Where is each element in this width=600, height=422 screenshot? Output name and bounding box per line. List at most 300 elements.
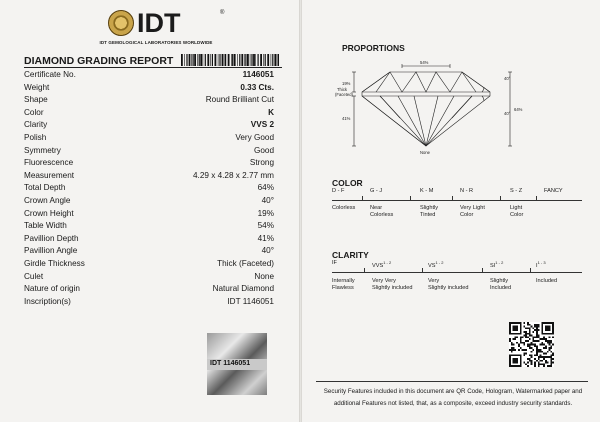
qr-module (531, 335, 533, 337)
qr-module (527, 333, 529, 335)
field-label: Shape (24, 95, 48, 105)
field-row (24, 234, 274, 247)
brand-name: IDT (137, 8, 181, 38)
color-description: Light Color (510, 205, 524, 218)
qr-module (549, 356, 551, 358)
clarity-grade-range: 1 - 2 (435, 260, 444, 265)
color-grade: N - R (460, 188, 474, 194)
security-note: Security Features included in this document are QR Code, Hologram, Watermarked paper and additional Features not listed, that, as a composite, exceed industry security standards. (323, 388, 583, 407)
qr-module (536, 326, 538, 328)
qr-module (513, 344, 515, 346)
clarity-description: Slightly Included (490, 278, 512, 291)
qr-module (536, 354, 538, 356)
qr-finder (513, 358, 518, 363)
qr-module (527, 362, 529, 364)
qr-module (536, 347, 538, 349)
qr-module (516, 342, 518, 344)
field-label: Crown Angle (24, 195, 71, 205)
barcode-bar (203, 54, 204, 66)
inscription-photo-text: IDT 1146051 (210, 360, 251, 367)
clarity-scale-rule (332, 272, 582, 273)
barcode-bar (265, 54, 266, 66)
barcode-bar (250, 54, 251, 66)
color-scale-rule (332, 200, 582, 201)
qr-module (543, 347, 545, 349)
field-row (24, 171, 274, 184)
scale-tick (500, 196, 501, 201)
qr-module (513, 338, 515, 340)
qr-module (525, 349, 527, 351)
qr-module (523, 331, 525, 333)
qr-module (529, 327, 531, 329)
qr-module (518, 344, 520, 346)
pavilion-depth-label: 41% (342, 116, 351, 121)
barcode-bar (239, 54, 240, 66)
qr-module (525, 353, 527, 355)
pavilion-angle-label: 40° (504, 111, 511, 116)
field-row (24, 246, 274, 259)
qr-module (549, 347, 551, 349)
field-row (24, 209, 274, 222)
qr-module (543, 356, 545, 358)
clarity-grade-base: VS (428, 262, 436, 269)
clarity-description: Internally Flawless (332, 278, 355, 291)
barcode-bar (219, 54, 220, 66)
qr-module (514, 336, 516, 338)
barcode-bar (251, 54, 252, 66)
girdle-label-1: Thick (337, 87, 348, 92)
qr-module (550, 360, 552, 362)
scale-tick (422, 268, 423, 273)
field-label: Certificate No. (24, 70, 76, 79)
qr-module (527, 336, 529, 338)
qr-module (550, 356, 552, 358)
qr-module (538, 358, 540, 360)
crown-angle-label: 40° (504, 76, 511, 81)
scale-tick (364, 268, 365, 273)
qr-finder (545, 326, 550, 331)
qr-module (534, 336, 536, 338)
qr-module (527, 327, 529, 329)
qr-module (550, 358, 552, 360)
qr-module (545, 338, 547, 340)
field-label: Pavillion Angle (24, 246, 78, 256)
center-fold (299, 0, 302, 422)
color-grade: D - F (332, 188, 345, 194)
field-label: Polish (24, 132, 47, 142)
barcode-bar (244, 54, 245, 66)
qr-module (536, 351, 538, 353)
field-label: Weight (24, 82, 50, 92)
qr-module (550, 363, 552, 365)
qr-module (536, 327, 538, 329)
barcode-bar (225, 54, 226, 66)
field-value: 54% (257, 221, 274, 231)
field-label: Clarity (24, 120, 48, 130)
field-row (24, 146, 274, 159)
field-value: VVS 2 (250, 120, 274, 130)
qr-module (536, 335, 538, 337)
qr-module (527, 358, 529, 360)
qr-module (534, 365, 536, 367)
color-description: Slightly Tinted (420, 205, 439, 218)
qr-module (541, 342, 543, 344)
qr-module (541, 344, 543, 346)
qr-module (536, 331, 538, 333)
field-value: Very Good (235, 132, 274, 142)
qr-module (545, 353, 547, 355)
qr-module (550, 354, 552, 356)
qr-module (540, 360, 542, 362)
qr-module (543, 353, 545, 355)
qr-module (527, 345, 529, 347)
qr-module (538, 326, 540, 328)
qr-module (538, 335, 540, 337)
field-value: 40° (261, 195, 274, 205)
field-label: Culet (24, 271, 44, 281)
qr-module (532, 331, 534, 333)
qr-module (523, 335, 525, 337)
qr-module (529, 335, 531, 337)
qr-module (527, 344, 529, 346)
barcode-bar (274, 54, 276, 66)
qr-module (513, 347, 515, 349)
qr-module (514, 349, 516, 351)
field-value: 0.33 Cts. (240, 82, 274, 92)
barcode-bar (241, 54, 243, 66)
barcode-bar (181, 54, 183, 66)
qr-module (547, 351, 549, 353)
field-row (24, 183, 274, 196)
field-value: 64% (257, 183, 274, 193)
barcode-bar (207, 54, 209, 66)
color-description: Colorless (332, 205, 356, 211)
barcode-bar (232, 54, 233, 66)
qr-module (536, 340, 538, 342)
qr-module (514, 338, 516, 340)
qr-module (540, 363, 542, 365)
qr-module (538, 329, 540, 331)
qr-module (534, 345, 536, 347)
qr-module (523, 349, 525, 351)
barcode-bar (234, 54, 236, 66)
field-value: 1146051 (242, 70, 274, 79)
color-grade: FANCY (544, 188, 563, 194)
barcode-bar (253, 54, 255, 66)
barcode-bar (199, 54, 200, 66)
clarity-grade (332, 260, 337, 267)
qr-module (534, 354, 536, 356)
qr-module (547, 340, 549, 342)
qr-module (523, 354, 525, 356)
barcode-bar (186, 54, 187, 66)
field-label: Nature of origin (24, 284, 80, 294)
qr-module (522, 336, 524, 338)
field-label: Crown Height (24, 208, 74, 218)
qr-module (545, 345, 547, 347)
barcode-bar (184, 54, 185, 66)
field-value: None (254, 271, 274, 281)
field-row (24, 221, 274, 234)
qr-module (538, 349, 540, 351)
clarity-grade-base: IF (332, 260, 337, 266)
diamond-outline (362, 72, 490, 146)
idt-logo (108, 10, 228, 38)
clarity-grade (536, 260, 546, 270)
scale-tick (410, 196, 411, 201)
qr-module (509, 349, 511, 351)
qr-module (532, 327, 534, 329)
field-label: Pavillion Depth (24, 233, 79, 243)
field-value: Natural Diamond (212, 284, 274, 294)
qr-module (529, 331, 531, 333)
field-value: 40° (261, 246, 274, 256)
seal-icon (108, 10, 134, 36)
color-grade: S - Z (510, 188, 523, 194)
clarity-scale (332, 260, 582, 300)
qr-module (543, 338, 545, 340)
field-row (24, 259, 274, 272)
clarity-grade (490, 260, 503, 270)
barcode-bar (272, 54, 273, 66)
barcode-bar (247, 54, 249, 66)
report-title: DIAMOND GRADING REPORT (24, 55, 174, 67)
qr-module (538, 363, 540, 365)
qr-module (522, 349, 524, 351)
qr-module (552, 344, 554, 346)
barcode-bar (231, 54, 232, 66)
qr-module (523, 353, 525, 355)
barcode-bar (271, 54, 272, 66)
brand-subtitle: IDT GEMOLOGICAL LABORATORIES WORLDWIDE (99, 40, 213, 45)
field-row (24, 196, 274, 209)
qr-module (536, 360, 538, 362)
qr-module (520, 336, 522, 338)
color-scale (332, 188, 582, 228)
barcode-bar (278, 54, 279, 66)
grading-fields (24, 70, 274, 309)
clarity-description: Very Slightly included (428, 278, 469, 291)
field-value: IDT 1146051 (227, 296, 274, 306)
qr-module (525, 363, 527, 365)
qr-module (523, 322, 525, 324)
qr-module (540, 354, 542, 356)
qr-module (529, 345, 531, 347)
qr-module (525, 335, 527, 337)
qr-module (549, 344, 551, 346)
qr-module (543, 365, 545, 367)
qr-module (550, 365, 552, 367)
field-value: K (268, 107, 274, 117)
qr-module (545, 362, 547, 364)
qr-module (536, 336, 538, 338)
barcode-bar (267, 54, 269, 66)
qr-module (538, 324, 540, 326)
qr-module (529, 333, 531, 335)
qr-module (511, 349, 513, 351)
qr-module (525, 336, 527, 338)
clarity-grade (428, 260, 443, 270)
barcode-bar (200, 54, 202, 66)
field-value: Strong (249, 158, 274, 168)
qr-module (531, 326, 533, 328)
barcode-bar (228, 54, 230, 66)
qr-module (523, 344, 525, 346)
barcode-bar (193, 54, 194, 66)
title-divider (24, 67, 282, 68)
clarity-description: Included (536, 278, 558, 284)
clarity-grade-range: 1 - 2 (383, 260, 392, 265)
qr-module (529, 329, 531, 331)
qr-module (552, 353, 554, 355)
scale-tick (362, 196, 363, 201)
qr-module (531, 347, 533, 349)
qr-module (518, 349, 520, 351)
barcode-icon (181, 54, 278, 66)
qr-module (532, 338, 534, 340)
table-width-label: 54% (420, 60, 429, 65)
qr-module (527, 324, 529, 326)
qr-module (550, 351, 552, 353)
qr-module (534, 363, 536, 365)
color-description: Very Light Color (460, 205, 485, 218)
qr-module (536, 333, 538, 335)
qr-module (541, 360, 543, 362)
qr-module (547, 362, 549, 364)
qr-module (550, 340, 552, 342)
field-row (24, 70, 274, 83)
field-row (24, 95, 274, 108)
qr-module (536, 345, 538, 347)
qr-module (527, 365, 529, 367)
qr-module (547, 365, 549, 367)
field-value: Thick (Faceted) (217, 258, 274, 268)
qr-module (552, 336, 554, 338)
registered-mark: ® (220, 10, 225, 16)
qr-module (543, 363, 545, 365)
qr-module (516, 336, 518, 338)
qr-module (511, 342, 513, 344)
qr-module (532, 336, 534, 338)
qr-module (511, 347, 513, 349)
clarity-grade (372, 260, 391, 270)
qr-module (538, 356, 540, 358)
barcode-bar (260, 54, 262, 66)
qr-module (520, 338, 522, 340)
qr-module (529, 360, 531, 362)
field-label: Measurement (24, 170, 75, 180)
color-grade: G - J (370, 188, 383, 194)
qr-module (534, 358, 536, 360)
girdle-label-2: (Faceted) (335, 92, 353, 97)
qr-module (541, 351, 543, 353)
qr-module (534, 344, 536, 346)
qr-code-icon[interactable] (509, 322, 554, 367)
field-value: 4.29 x 4.28 x 2.77 mm (192, 170, 274, 180)
qr-module (550, 342, 552, 344)
barcode-bar (277, 54, 278, 66)
proportions-title: PROPORTIONS (342, 43, 405, 53)
field-row (24, 297, 274, 310)
qr-module (520, 340, 522, 342)
field-value: Round Brilliant Cut (205, 95, 274, 105)
qr-module (532, 340, 534, 342)
clarity-grade-base: VVS (372, 262, 384, 269)
qr-module (525, 333, 527, 335)
qr-module (534, 329, 536, 331)
qr-module (529, 338, 531, 340)
qr-module (543, 344, 545, 346)
qr-module (536, 349, 538, 351)
diamond-proportions-diagram (335, 58, 530, 162)
qr-module (534, 324, 536, 326)
qr-module (529, 347, 531, 349)
field-row (24, 284, 274, 297)
qr-module (534, 326, 536, 328)
qr-module (552, 358, 554, 360)
field-value: 19% (257, 208, 274, 218)
security-divider (316, 381, 588, 382)
clarity-title: CLARITY (332, 250, 369, 260)
barcode-bar (245, 54, 246, 66)
qr-module (538, 340, 540, 342)
qr-module (549, 336, 551, 338)
qr-module (529, 324, 531, 326)
field-label: Girdle Thickness (24, 258, 85, 268)
field-row (24, 133, 274, 146)
qr-module (523, 326, 525, 328)
qr-module (523, 362, 525, 364)
crown-height-label: 19% (342, 81, 351, 86)
qr-module (545, 347, 547, 349)
qr-module (511, 344, 513, 346)
barcode-bar (191, 54, 192, 66)
qr-module (531, 351, 533, 353)
scale-tick (536, 196, 537, 201)
field-row (24, 83, 274, 96)
barcode-bar (197, 54, 198, 66)
scale-tick (482, 268, 483, 273)
barcode-bar (189, 54, 191, 66)
barcode-bar (224, 54, 225, 66)
barcode-bar (222, 54, 224, 66)
qr-module (531, 342, 533, 344)
field-label: Table Width (24, 221, 67, 231)
qr-finder (513, 326, 518, 331)
qr-module (541, 363, 543, 365)
total-depth-label: 64% (514, 107, 523, 112)
field-label: Symmetry (24, 145, 61, 155)
clarity-grade-base: I (536, 262, 538, 269)
inscription-photo (207, 333, 267, 395)
qr-module (509, 340, 511, 342)
field-row (24, 108, 274, 121)
qr-module (547, 356, 549, 358)
qr-module (549, 349, 551, 351)
qr-module (536, 353, 538, 355)
barcode-bar (258, 54, 259, 66)
barcode-bar (205, 54, 206, 66)
qr-module (552, 362, 554, 364)
scale-tick (530, 268, 531, 273)
qr-module (538, 365, 540, 367)
field-label: Total Depth (24, 183, 66, 193)
qr-module (541, 356, 543, 358)
qr-module (540, 356, 542, 358)
barcode-bar (210, 54, 211, 66)
qr-module (549, 340, 551, 342)
field-value: Good (253, 145, 274, 155)
